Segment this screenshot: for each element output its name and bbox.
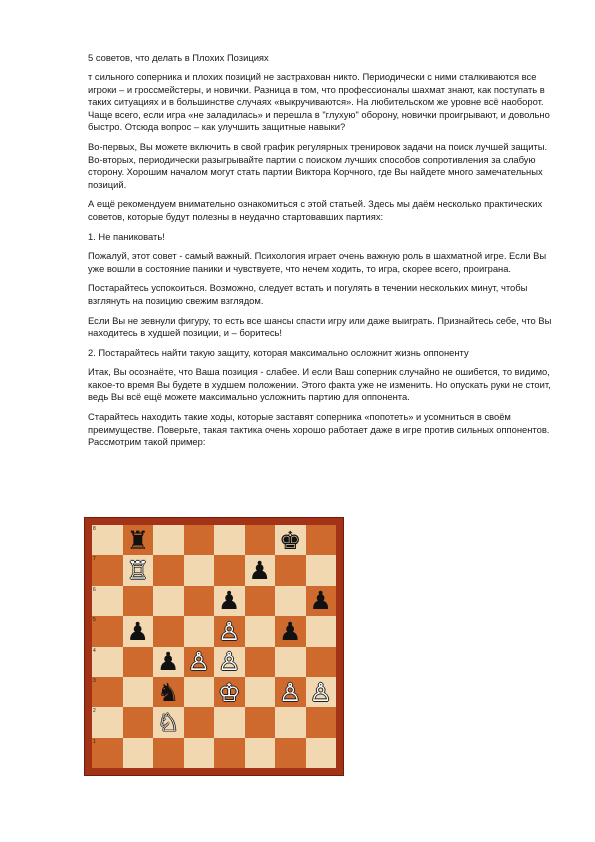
square-c8 <box>153 525 184 555</box>
chess-piece-white-d4: ♙ <box>187 647 210 677</box>
paragraph-calm-down: Постарайтесь успокоиться. Возможно, следует встать и погулять в течении нескольких минут, чтобы взглянуть на позицию свежим взглядом. <box>88 282 528 306</box>
square-g8 <box>275 525 306 555</box>
chess-piece-white-g3: ♙ <box>279 677 302 707</box>
square-d4 <box>184 647 215 677</box>
square-b7 <box>123 555 154 585</box>
rank-label: 7 <box>93 556 96 563</box>
square-a5 <box>92 616 123 646</box>
square-h3 <box>306 677 337 707</box>
square-e6 <box>214 586 245 616</box>
square-e3 <box>214 677 245 707</box>
square-a2 <box>92 707 123 737</box>
square-c2 <box>153 707 184 737</box>
square-d2 <box>184 707 215 737</box>
square-a6 <box>92 586 123 616</box>
square-d1 <box>184 738 215 768</box>
square-d6 <box>184 586 215 616</box>
square-h7 <box>306 555 337 585</box>
chess-piece-white-e3: ♔ <box>218 677 241 707</box>
square-b3 <box>123 677 154 707</box>
square-g1 <box>275 738 306 768</box>
square-a1 <box>92 738 123 768</box>
square-g3 <box>275 677 306 707</box>
square-b1 <box>123 738 154 768</box>
square-e7 <box>214 555 245 585</box>
square-e8 <box>214 525 245 555</box>
square-b4 <box>123 647 154 677</box>
square-a3 <box>92 677 123 707</box>
chess-piece-black-b8: ♜ <box>126 525 149 555</box>
square-b6 <box>123 586 154 616</box>
square-f3 <box>245 677 276 707</box>
square-f6 <box>245 586 276 616</box>
square-e4 <box>214 647 245 677</box>
chess-piece-black-g5: ♟ <box>279 616 302 646</box>
square-d5 <box>184 616 215 646</box>
square-b2 <box>123 707 154 737</box>
square-a4 <box>92 647 123 677</box>
square-g2 <box>275 707 306 737</box>
square-c4 <box>153 647 184 677</box>
rank-label: 4 <box>93 647 96 654</box>
chess-piece-black-b5: ♟ <box>126 616 149 646</box>
paragraph-fight: Если Вы не зевнули фигуру, то есть все шансы спасти игру или даже выиграть. Признайтесь себе, что Вы находитесь в худшей позиции, и – боритесь! <box>88 314 552 339</box>
square-c6 <box>153 586 184 616</box>
square-c5 <box>153 616 184 646</box>
square-f8 <box>245 525 276 555</box>
paragraph-intro: т сильного соперника и плохих позиций не застрахован никто. Периодически с ними сталкиваются все игроки – и гроссмейстеры, и новички. Разница в том, что профессионалы шахмат знают, как поступать в таких ситуациях и в большинстве случаях «выкручиваются». На любительском же уровне всё наоборот. Чаще всего, если игра «не заладилась» и перешла в "глухую" оборону, новички проигрывают, и довольно быстро. Отсюда вопрос – как улучшить защитные навыки? <box>88 71 550 133</box>
chess-piece-white-b7: ♖ <box>126 556 149 586</box>
square-e2 <box>214 707 245 737</box>
chess-piece-white-e4: ♙ <box>218 647 241 677</box>
chess-piece-black-g8: ♚ <box>279 525 302 555</box>
heading-tip-2: 2. Постарайтесь найти такую защиту, которая максимально осложнит жизнь оппоненту <box>88 346 469 358</box>
document-page <box>88 52 553 456</box>
square-f2 <box>245 707 276 737</box>
paragraph-weaker-position: Итак, Вы осознаёте, что Ваша позиция - слабее. И если Ваш соперник случайно не ошибется, то видимо, какое-то время Вы будете в худшем положении. Этого факта уже не изменить. Но опускать руки не стоит, ведь Вы всё ещё можете максимально усложнить партию для оппонента. <box>88 366 551 403</box>
square-c3 <box>153 677 184 707</box>
heading-tip-1: 1. Не паниковать! <box>88 230 165 242</box>
rank-label: 3 <box>93 677 96 684</box>
chess-piece-black-f7: ♟ <box>248 556 271 586</box>
paragraph-example-intro: Старайтесь находить такие ходы, которые заставят соперника «попотеть» и усомниться в своём преимуществе. Поверьте, такая тактика очень хорошо работает даже в игре против сильных оппонентов. Рассмотрим такой пример: <box>88 411 550 448</box>
rank-label: 2 <box>93 708 96 715</box>
chess-piece-black-h6: ♟ <box>309 586 332 616</box>
square-g7 <box>275 555 306 585</box>
square-h5 <box>306 616 337 646</box>
square-e1 <box>214 738 245 768</box>
square-f7 <box>245 555 276 585</box>
square-a8 <box>92 525 123 555</box>
square-e5 <box>214 616 245 646</box>
square-h6 <box>306 586 337 616</box>
paragraph-training: Во-первых, Вы можете включить в свой график регулярных тренировок задачи на поиск лучшей защиты. Во-вторых, периодически разыгрывайте партии с поиском лучших способов сопротивления за слабую сторону. Хорошим началом могут стать партии Виктора Корчного, где Вы найдете много замечательных позиций. <box>88 140 548 190</box>
square-g4 <box>275 647 306 677</box>
rank-label: 5 <box>93 617 96 624</box>
chess-piece-black-c3: ♞ <box>157 677 180 707</box>
square-f4 <box>245 647 276 677</box>
rank-label: 8 <box>93 526 96 532</box>
square-a7 <box>92 555 123 585</box>
chess-diagram <box>84 517 344 776</box>
square-b8 <box>123 525 154 555</box>
square-c7 <box>153 555 184 585</box>
rank-label: 1 <box>93 738 96 745</box>
square-d7 <box>184 555 215 585</box>
chess-piece-white-e5: ♙ <box>218 616 241 646</box>
chess-piece-white-c2: ♘ <box>157 707 180 737</box>
square-h1 <box>306 738 337 768</box>
square-g5 <box>275 616 306 646</box>
square-h8 <box>306 525 337 555</box>
chess-piece-black-c4: ♟ <box>157 647 180 677</box>
rank-label: 6 <box>93 586 96 593</box>
paragraph-recommend: А ещё рекомендуем внимательно ознакомиться с этой статьей. Здесь мы даём несколько практических советов, которые будут полезны в неудачно стартовавших партиях: <box>88 198 543 222</box>
page-title: 5 советов, что делать в Плохих Позициях <box>88 52 269 63</box>
chess-board <box>92 525 336 768</box>
square-h2 <box>306 707 337 737</box>
square-f5 <box>245 616 276 646</box>
square-c1 <box>153 738 184 768</box>
square-d8 <box>184 525 215 555</box>
square-g6 <box>275 586 306 616</box>
square-b5 <box>123 616 154 646</box>
chess-piece-black-e6: ♟ <box>218 586 241 616</box>
chess-piece-white-h3: ♙ <box>309 677 332 707</box>
paragraph-psychology: Пожалуй, этот совет - самый важный. Психология играет очень важную роль в шахматной игре. Если Вы уже вошли в состояние паники и чувствуете, что нечем ходить, то игра, скорее всего, проиграна. <box>88 250 547 274</box>
square-h4 <box>306 647 337 677</box>
square-f1 <box>245 738 276 768</box>
square-d3 <box>184 677 215 707</box>
